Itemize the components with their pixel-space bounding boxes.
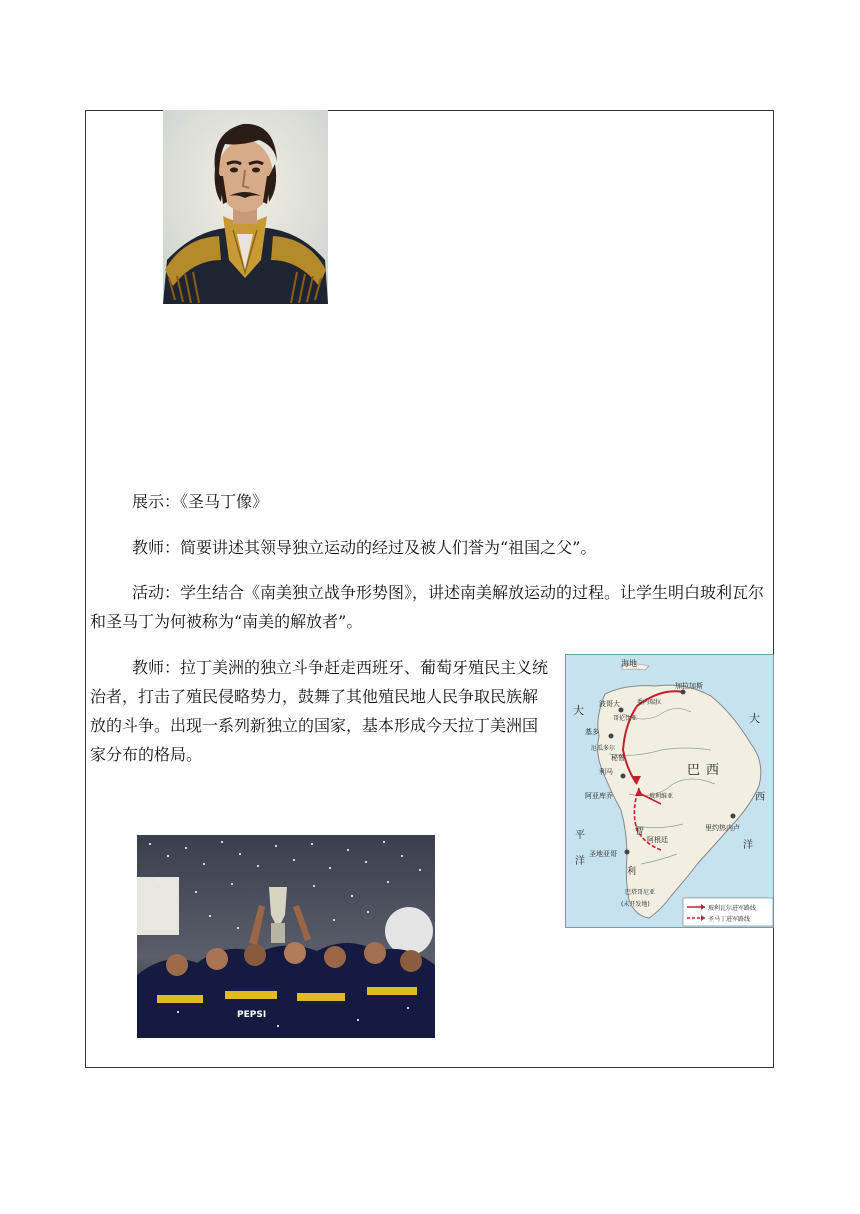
map-label-yang: 洋 [743,840,753,851]
teacher-paragraph-1: 教师：简要讲述其领导独立运动的经过及被人们誉为“祖国之父”。 [132,538,597,557]
map-label-brazil: 巴西 [687,763,726,778]
map-label-lima: 利马 [599,768,613,776]
portrait-image [163,110,328,304]
map-label-peru: 秘鲁 [611,754,625,762]
teacher-paragraph-2: 教师：拉丁美洲的独立斗争赶走西班牙、葡萄牙殖民主义统治者，打击了殖民侵略势力，鼓舞了其他殖民地人民争取民族解放的斗争。出现一系列新独立的国家，基本形成今天拉丁美洲国家分布的格局。 [90,658,549,764]
map-label-ping: 平 [575,830,585,841]
legend-sanmartin: 圣马丁进军路线 [708,916,751,923]
map-label-bolivia: 玻利维亚 [649,793,674,800]
map-label-argentina: 阿根廷 [647,836,668,844]
map-label-caracas: 加拉加斯 [675,682,703,690]
map-label-chile-1: 智 [635,827,645,837]
map-label-quito: 基多 [585,728,599,736]
shirt-text: PEPSI [237,1010,267,1020]
celebration-photo [137,835,435,1038]
legend-bolivar: 玻利瓦尔进军路线 [708,905,757,912]
map-label-patagonia: 巴塔哥尼亚 [625,889,656,896]
map-label-xi: 西 [755,792,765,803]
map-label-colombia: 哥伦比亚 [613,715,638,722]
map-label-venezuela: 委内瑞拉 [637,699,662,706]
map-label-bogota: 波哥大 [599,700,620,708]
map-label-chile-2: 利 [627,867,637,877]
map-label-ayacucho: 阿亚库乔 [585,792,613,800]
south-america-map [565,654,774,928]
map-label-da1: 大 [573,704,584,717]
show-paragraph: 展示：《圣马丁像》 [132,492,269,511]
map-label-santiago: 圣地亚哥 [589,850,617,858]
map-label-unexplored: (未开发地) [621,901,650,908]
map-label-xu: 洋 [575,856,585,867]
map-label-ecuador: 厄瓜多尔 [591,745,616,752]
map-label-haidi: 海地 [621,659,637,668]
map-label-da2: 大 [749,712,760,725]
map-label-rio: 里约热内卢 [705,824,740,832]
activity-paragraph: 活动：学生结合《南美独立战争形势图》，讲述南美解放运动的过程。让学生明白玻利瓦尔和圣马丁为何被称为“南美的解放者”。 [90,583,765,631]
